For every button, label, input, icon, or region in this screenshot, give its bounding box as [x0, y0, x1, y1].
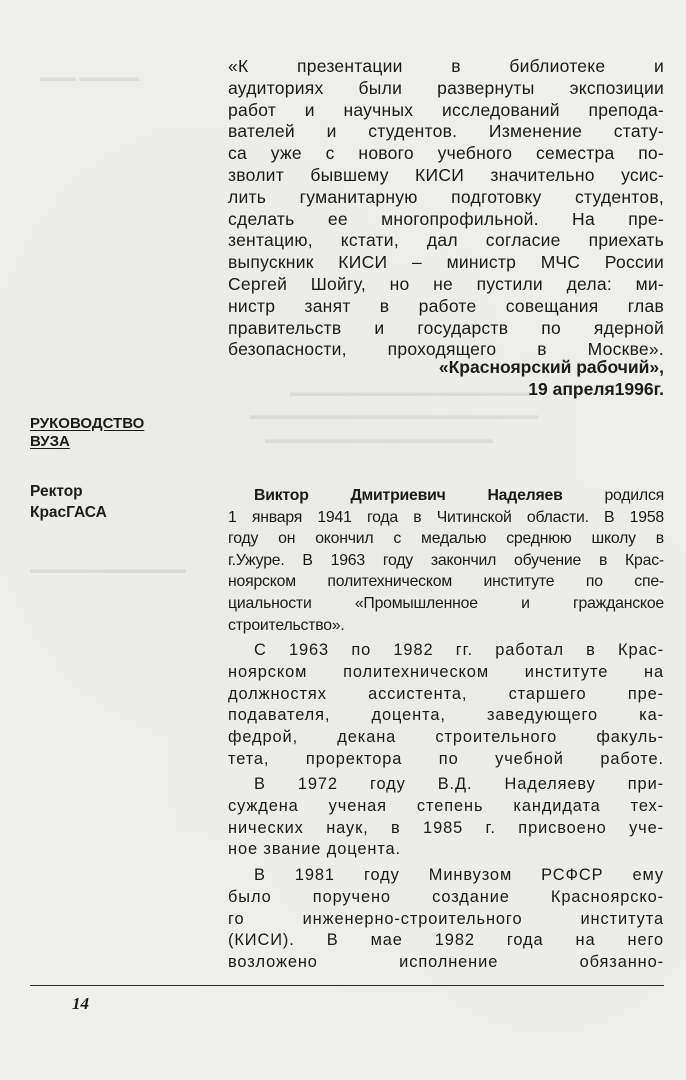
paragraph-line: г.Ужуре. В 1963 году закончил обучение в Крас-	[228, 551, 664, 569]
bleed-through-mark: ▬▬▬▬▬▬▬▬▬▬▬▬▬	[30, 562, 186, 576]
paragraph-line: С 1963 по 1982 гг. работал в Крас-	[254, 641, 664, 660]
section-heading	[30, 415, 210, 451]
quote-line: лить гуманитарную подготовку студентов,	[228, 186, 664, 207]
quote-line: «К презентации в библиотеке и	[228, 56, 664, 76]
paragraph-line: подавателя, доцента, заведующего ка-	[228, 706, 664, 725]
biography-paragraph	[228, 865, 664, 974]
person-name: Виктор Дмитриевич Наделяев	[254, 487, 563, 504]
paragraph-line: ное звание доцента.	[228, 840, 402, 859]
paragraph-line: году он окончил с медалью среднюю школу в	[228, 530, 664, 548]
quote-line: Сергей Шойгу, но не пустили дела: ми-	[228, 273, 664, 294]
bleed-through-mark: ▬▬▬▬▬▬▬▬▬▬▬▬▬▬▬▬▬▬▬	[265, 432, 493, 446]
rector-label-line: КрасГАСА	[30, 504, 107, 521]
paragraph-line: 1 января 1941 года в Читинской области. В 1958	[228, 508, 664, 526]
quote-line: са уже с нового учебного семестра по-	[228, 143, 664, 164]
quote-line: выпускник КИСИ – министр МЧС России	[228, 252, 664, 273]
rector-label	[30, 481, 210, 523]
paragraph-line: (КИСИ). В мае 1982 года на него	[228, 931, 664, 950]
quote-line: зволит бывшему КИСИ значительно усиc-	[228, 164, 664, 185]
quote-line: аудиториях были развернуты экспозиции	[228, 77, 664, 98]
paragraph-line: ноярском политехническом институте на	[228, 662, 664, 681]
page-number: 14	[72, 994, 89, 1013]
bleed-through-mark: ▬▬▬▬▬▬▬▬▬▬▬▬▬▬▬▬▬▬▬▬▬▬▬▬	[250, 408, 538, 422]
biography-paragraph	[228, 774, 664, 861]
quote-line: нистр занят в работе совещания глав	[228, 295, 664, 316]
paragraph-line: В 1981 году Минвузом РСФСР ему	[254, 866, 664, 885]
paragraph-line: суждена ученая степень кандидата тех-	[228, 797, 664, 816]
section-heading-line: ВУЗА	[30, 433, 70, 450]
press-quote	[228, 56, 664, 361]
quote-source-date: 19 апреля1996г.	[528, 379, 664, 399]
rector-label-line: Ректор	[30, 483, 83, 500]
paragraph-line-rest: родился	[562, 487, 665, 504]
quote-source-name: «Красноярский рабочий»,	[438, 357, 664, 377]
paragraph-line: должностях ассистента, старшего пре-	[228, 684, 664, 703]
biography-text	[228, 485, 664, 978]
quote-line: сделать ее многопрофильной. На пре-	[228, 208, 664, 229]
quote-line: зентацию, кстати, дал согласие приехать	[228, 230, 664, 251]
paragraph-line: возложено исполнение обязанно-	[228, 953, 664, 971]
bleed-through-mark: ▬▬▬ ▬▬▬▬▬	[40, 70, 140, 84]
paragraph-line: го инженерно-строительного института	[228, 909, 664, 928]
paragraph-line	[228, 485, 664, 507]
quote-line: работ и научных исследований препода-	[228, 99, 664, 120]
quote-line: безопасности, проходящего в Москве».	[228, 339, 664, 360]
paragraph-line: тета, проректора по учебной работе.	[228, 749, 664, 768]
footer-rule	[30, 985, 664, 986]
section-heading-line: РУКОВОДСТВО	[30, 415, 145, 432]
paragraph-line: нических наук, в 1985 г. присвоено уче-	[228, 818, 664, 837]
paragraph-line: строительство».	[228, 616, 345, 634]
bleed-through-mark: ▬▬▬▬▬▬▬▬▬▬▬▬▬▬▬▬▬▬▬▬	[290, 385, 530, 399]
quote-line: правительств и государств по ядерной	[228, 317, 664, 338]
quote-line: вателей и студентов. Изменение стату-	[228, 121, 664, 142]
paragraph-line: ноярском политехническом институте по спе-	[228, 573, 664, 591]
paragraph-line: было поручено создание Красноярско-	[228, 887, 664, 906]
paragraph-line: В 1972 году В.Д. Наделяеву при-	[254, 775, 664, 794]
quote-source	[228, 356, 664, 400]
biography-paragraph	[228, 485, 664, 636]
biography-paragraph	[228, 640, 664, 770]
paragraph-line: федрой, декана строительного факуль-	[228, 727, 664, 746]
paragraph-line: циальности «Промышленное и гражданское	[228, 594, 664, 612]
